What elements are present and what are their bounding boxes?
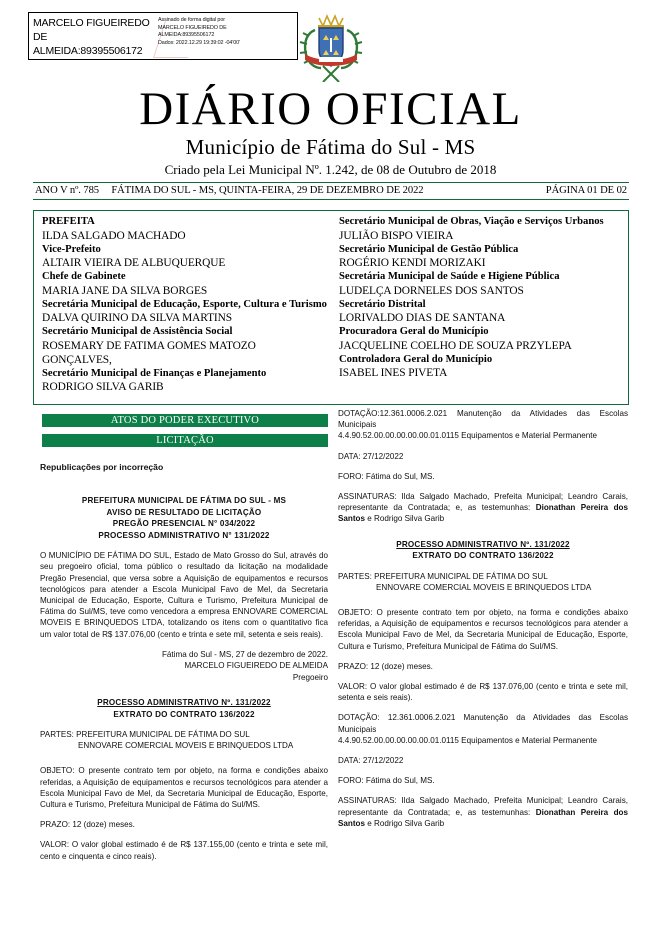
budget-allocation-line-4: 4.4.90.52.00.00.00.00.00.01.0115 Equipamentos e Material Permanente — [338, 735, 598, 745]
page-title: DIÁRIO OFICIAL — [139, 83, 522, 135]
signature-meta-line-1: Assinado de forma digital por — [158, 17, 225, 23]
signature-meta-line-2: MARCELO FIGUEIREDO DE — [158, 24, 227, 31]
contract-signatories-2 — [338, 795, 628, 829]
official-role: Vice-Prefeito — [42, 243, 101, 255]
edition-bar — [33, 182, 629, 200]
masthead-subtitle: Município de Fátima do Sul - MS — [185, 135, 476, 159]
contract-term: PRAZO: 12 (doze) meses. — [40, 820, 135, 830]
official-role: Chefe de Gabinete — [42, 271, 126, 282]
contract-heading-process: PROCESSO ADMINISTRATIVO Nº. 131/2022 — [97, 698, 271, 708]
official-role: Secretária Municipal de Saúde e Higiene Pública — [339, 271, 560, 282]
left-column-body — [40, 462, 328, 871]
official-role: PREFEITA — [42, 216, 95, 227]
signatories-witness-1: Dionathan Pereira dos Santos — [338, 503, 629, 524]
contract-forum-2: FORO: Fátima do Sul, MS. — [338, 776, 435, 786]
official-person: LUDELÇA DORNELES DOS SANTOS — [339, 284, 524, 297]
contract-object: OBJETO: O presente contrato tem por objeto, na forma e condições abaixo referidas, a Aquisição de equipamentos e recursos tecnológicos para atender a Escola Municipal Favo de Mel, da Secretaria Municipal de Educação, Esporte, Cultura e Turismo, Prefeitura Municipal de Fátima do Sul/MS. — [40, 766, 328, 810]
contract-date: DATA: 27/12/2022 — [338, 451, 404, 461]
contract-heading-2 — [338, 539, 628, 562]
notice-heading-line-3: PREGÃO PRESENCIAL N° 034/2022 — [112, 519, 256, 529]
contract-date-2: DATA: 27/12/2022 — [338, 756, 404, 766]
contract-parties-line-2: ENNOVARE COMERCIAL MOVEIS E BRINQUEDOS LTDA — [78, 741, 294, 751]
signature-name-line-2: DE — [33, 31, 48, 43]
official-person: MARIA JANE DA SILVA BORGES — [42, 284, 208, 297]
signature-meta-line-3: ALMEIDA:89395506172 — [158, 32, 215, 39]
notice-heading-line-1: PREFEITURA MUNICIPAL DE FÁTIMA DO SUL - MS — [81, 496, 287, 506]
digital-signature-stamp — [28, 12, 298, 60]
contract-value: VALOR: O valor global estimado é de R$ 137.155,00 (cento e trinta e sete mil, cento e cinquenta e cinco reais). — [40, 840, 328, 861]
officials-column-left — [34, 215, 333, 404]
official-role: Secretário Distrital — [339, 298, 426, 310]
official-person: DALVA QUIRINO DA SILVA MARTINS — [42, 312, 232, 324]
contract-heading-process-2: PROCESSO ADMINISTRATIVO Nº. 131/2022 — [396, 539, 570, 549]
official-role: Secretário Municipal de Gestão Pública — [339, 243, 519, 255]
officials-column-right — [333, 215, 628, 404]
official-person: ALTAIR VIEIRA DE ALBUQUERQUE — [42, 257, 226, 269]
official-role: Secretária Municipal de Educação, Esporte, Cultura e Turismo — [42, 298, 327, 310]
contract-heading-extract-2: EXTRATO DO CONTRATO 136/2022 — [412, 551, 554, 561]
masthead — [0, 84, 661, 180]
official-role: Secretário Municipal de Obras, Viação e Serviços Urbanos — [339, 216, 604, 227]
republication-note: Republicações por incorreção — [40, 462, 164, 472]
contract-heading — [40, 697, 328, 720]
edition-page-number: PÁGINA 01 DE 02 — [545, 185, 627, 196]
official-person: ISABEL INES PIVETA — [339, 367, 448, 379]
notice-sign-role: Pregoeiro — [292, 672, 328, 682]
notice-sign-name: MARCELO FIGUEIREDO DE ALMEIDA — [184, 661, 328, 671]
contract-parties-2-line-1: PARTES: PREFEITURA MUNICIPAL DE FÁTIMA DO SUL — [338, 571, 548, 581]
right-column-body — [338, 408, 628, 838]
signature-name-line-1: MARCELO FIGUEIREDO — [33, 17, 150, 29]
contract-heading-extract: EXTRATO DO CONTRATO 136/2022 — [113, 709, 255, 719]
official-person: JACQUELINE COELHO DE SOUZA PRZYLEPA — [339, 339, 572, 352]
masthead-law-line: Criado pela Lei Municipal Nº. 1.242, de 08 de Outubro de 2018 — [164, 162, 497, 177]
signature-name-line-3: ALMEIDA:89395506172 — [33, 45, 143, 57]
official-person: ROSEMARY DE FATIMA GOMES MATOZO GONÇALVES, — [42, 339, 256, 366]
signature-signer-name — [29, 13, 153, 59]
official-role: Secretário Municipal de Assistência Social — [42, 326, 233, 337]
budget-allocation-line-2: 4.4.90.52.00.00.00.00.00.01.0115 Equipamentos e Material Permanente — [338, 431, 598, 441]
edition-year-number: ANO V nº. 785 — [35, 185, 99, 196]
section-banner-atos-do-poder-executivo: ATOS DO PODER EXECUTIVO — [42, 414, 328, 427]
signature-meta-line-4: Dados: 2022.12.29 19:39:02 -04'00' — [158, 39, 240, 46]
notice-signature-block — [40, 649, 328, 683]
section-banner-licitacao: LICITAÇÃO — [42, 434, 328, 447]
contract-value-2: VALOR: O valor global estimado é de R$ 137.076,00 (cento e trinta e sete mil, setenta e seis reais). — [338, 682, 628, 703]
budget-allocation-line-3: DOTAÇÃO: 12.361.0006.2.021 Manutenção da Atividades das Escolas Municipais — [338, 713, 628, 734]
signatories-2-witness-2: e Rodrigo Silva Garib — [365, 818, 445, 828]
notice-heading-line-2: AVISO DE RESULTADO DE LICITAÇÃO — [106, 507, 262, 517]
official-role: Secretário Municipal de Finanças e Planejamento — [42, 367, 267, 379]
contract-parties-line-1: PARTES: PREFEITURA MUNICIPAL DE FÁTIMA DO SUL — [40, 730, 250, 740]
signatories-witness-2: e Rodrigo Silva Garib — [365, 514, 445, 524]
signatories-text: ASSINATURAS: Ilda Salgado Machado, Prefeita Municipal; Leandro Carais, representante da Contratada; e, as testemunhas: — [338, 492, 628, 513]
notice-sign-place-date: Fátima do Sul - MS, 27 de dezembro de 2022. — [161, 649, 328, 659]
contract-parties-2-line-2: ENNOVARE COMERCIAL MOVEIS E BRINQUEDOS LTDA — [376, 582, 592, 592]
official-role: Controladora Geral do Município — [339, 353, 493, 365]
budget-allocation-line-1: DOTAÇÃO:12.361.0006.2.021 Manutenção da Atividades das Escolas Municipais — [338, 409, 628, 430]
signatories-2-witness-1: Dionathan Pereira dos Santos — [338, 807, 629, 828]
edition-place-date: FÁTIMA DO SUL - MS, QUINTA-FEIRA, 29 DE DEZEMBRO DE 2022 — [111, 185, 424, 196]
official-person: JULIÃO BISPO VIEIRA — [339, 229, 454, 242]
signatories-2-text: ASSINATURAS: Ilda Salgado Machado, Prefeita Municipal; Leandro Carais, representante da Contratada; e, as testemunhas: — [338, 796, 628, 817]
notice-heading — [40, 495, 328, 541]
officials-box — [33, 210, 629, 405]
official-role: Procuradora Geral do Município — [339, 326, 489, 337]
signature-metadata — [153, 13, 297, 59]
official-person: RODRIGO SILVA GARIB — [42, 381, 164, 393]
notice-heading-line-4: PROCESSO ADMINISTRATIVO N° 131/2022 — [98, 530, 270, 540]
official-person: ILDA SALGADO MACHADO — [42, 229, 186, 242]
official-person: ROGÉRIO KENDI MORIZAKI — [339, 257, 486, 269]
notice-body-paragraph: O MUNICÍPIO DE FÁTIMA DO SUL, Estado de Mato Grosso do Sul, através do seu pregoeiro oficial, toma público o resultado da licitação na modalidade Pregão Presencial, que versa sobre a Aquisição de equipamentos e recursos tecnológicos para atender a Escola Municipal Favo de Mel, da Secretaria Municipal de Educação, Esporte, Cultura e Turismo, Prefeitura Municipal de Fátima do Sul/MS, teve como vencedora a empresa ENNOVARE COMERCIAL MOVEIS E BRINQUEDOS LTDA, totalizando os itens com o quantitativo fica um valor total de R$ 137.076,00 (cento e trinta e sete mil, setenta e seis reais). — [40, 551, 328, 639]
contract-term-2: PRAZO: 12 (doze) meses. — [338, 661, 433, 671]
contract-signatories — [338, 491, 628, 525]
coat-of-arms-icon — [293, 10, 369, 82]
contract-forum: FORO: Fátima do Sul, MS. — [338, 471, 435, 481]
contract-object-2: OBJETO: O presente contrato tem por objeto, na forma e condições abaixo referidas, a Aquisição de equipamentos e recursos tecnológicos para atender a Escola Municipal Favo de Mel, da Secretaria Municipal de Educação, Esporte, Cultura e Turismo, Prefeitura Municipal de Fátima do Sul/MS. — [338, 608, 628, 651]
official-person: LORIVALDO DIAS DE SANTANA — [339, 312, 506, 324]
